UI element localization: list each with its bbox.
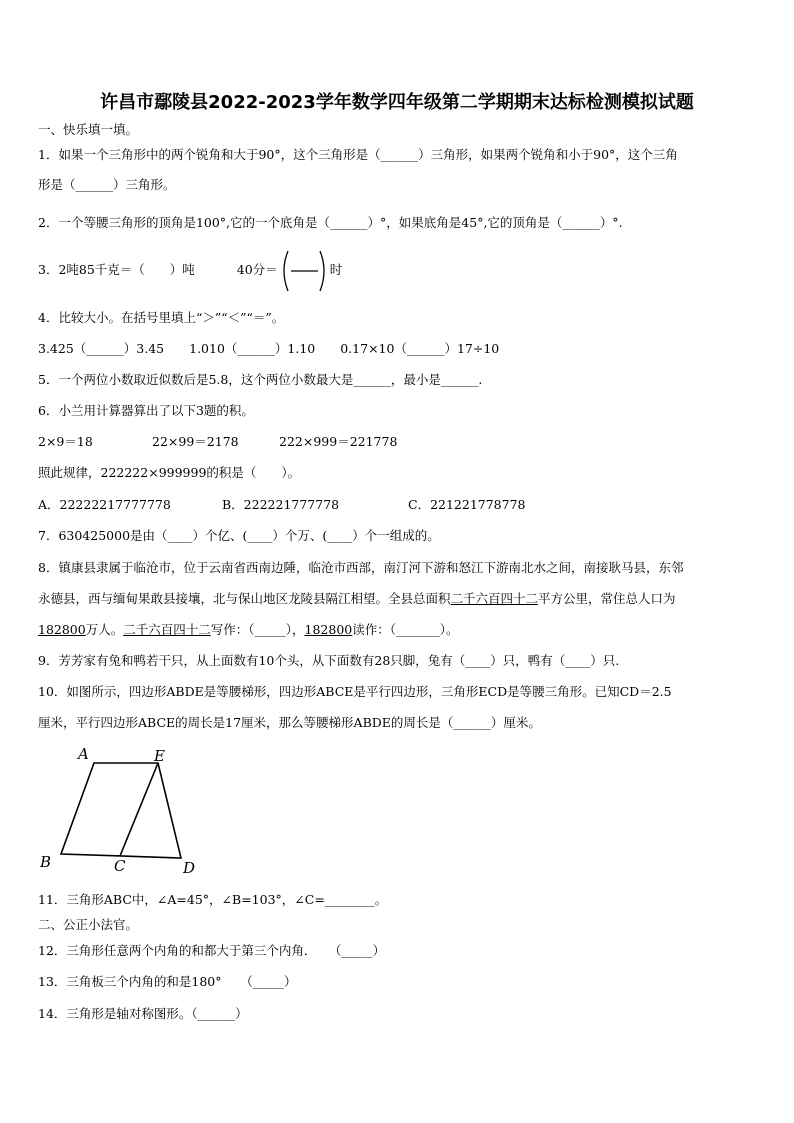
question-7: 7．630425000是由（____）个亿、(____）个万、(____）个一组成的。 xyxy=(38,528,440,543)
q8-underlined-population: 182800 xyxy=(38,622,86,637)
segment-ec xyxy=(120,763,158,856)
question-3-part-3: 时 xyxy=(329,262,343,277)
question-10-line-2: 厘米，平行四边形ABCE的周长是17厘米，那么等腰梯形ABDE的周长是（______）厘米。 xyxy=(38,715,541,730)
question-6-option-a: A．22222217777778 xyxy=(38,497,171,512)
label-b: B xyxy=(40,853,52,871)
q8-underlined-area: 二千六百四十二 xyxy=(450,591,539,606)
fraction-blank xyxy=(280,249,328,293)
q8-underlined-area: 二千六百四十二 xyxy=(123,622,211,637)
question-1-line-1: 1．如果一个三角形中的两个锐角和大于90°，这个三角形是（______）三角形，如果两个锐角和小于90°，这个三角 xyxy=(38,147,678,162)
question-6-option-c: C．221221778778 xyxy=(408,497,526,512)
label-d: D xyxy=(183,859,196,877)
q8-underlined-population: 182800 xyxy=(304,622,353,637)
question-12: 12．三角形任意两个内角的和都大于第三个内角． （_____） xyxy=(38,943,386,958)
q8-text: 永德县，西与缅甸果敢县接壤，北与保山地区龙陵县隔江相望。全县总面积 xyxy=(38,591,451,606)
question-3-part-1: 3．2吨85千克＝（ ）吨 xyxy=(38,262,195,277)
q8-text: 平方公里，常住总人口为 xyxy=(538,591,676,606)
question-9: 9．芳芳家有兔和鸭若干只，从上面数有10个头，从下面数有28只脚，兔有（____）只，鸭有（____）只. xyxy=(38,653,620,668)
question-1-line-2: 形是（______）三角形。 xyxy=(38,177,176,192)
question-8-line-2 xyxy=(38,591,676,607)
trapezoid-diagram xyxy=(36,742,206,877)
question-6: 6．小兰用计算器算出了以下3题的积。 xyxy=(38,403,254,418)
question-14: 14．三角形是轴对称图形。（______） xyxy=(38,1006,248,1021)
q8-text: 万人。 xyxy=(85,622,124,637)
question-6-rule: 照此规律，222222×999999的积是（ ）。 xyxy=(38,465,301,480)
question-8-line-3 xyxy=(38,622,459,638)
question-6-calc-2: 22×99＝2178 xyxy=(152,434,239,449)
question-13: 13．三角板三个内角的和是180° （_____） xyxy=(38,974,297,989)
question-6-calc-1: 2×9＝18 xyxy=(38,434,93,449)
label-e: E xyxy=(154,747,165,765)
section-heading-2: 二、公正小法官。 xyxy=(38,917,139,932)
question-4-items: 3.425（______）3.45 1.010（______）1.10 0.17×10（______）17÷10 xyxy=(38,341,500,356)
question-8-line-1: 8．镇康县隶属于临沧市，位于云南省西南边陲，临沧市西部，南汀河下游和怒江下游南北水之间，南接耿马县，东邻 xyxy=(38,560,684,575)
trapezoid-abde xyxy=(61,763,181,858)
question-10-line-1: 10．如图所示，四边形ABDE是等腰梯形，四边形ABCE是平行四边形，三角形ECD是等腰三角形。已知CD＝2.5 xyxy=(38,684,672,699)
question-4: 4．比较大小。在括号里填上“＞”“＜”“＝”。 xyxy=(38,310,285,325)
question-3-part-2: 40分＝ xyxy=(236,262,278,277)
question-3 xyxy=(38,248,342,293)
q8-text: 读作：（_______）。 xyxy=(352,622,459,637)
q8-text: 写作：（_____）， xyxy=(210,622,305,637)
label-a: A xyxy=(78,745,89,763)
label-c: C xyxy=(114,857,126,875)
question-5: 5．一个两位小数取近似数后是5.8，这个两位小数最大是______，最小是______. xyxy=(38,372,483,387)
question-11: 11．三角形ABC中，∠A=45°，∠B=103°，∠C=________。 xyxy=(38,892,388,907)
question-6-calc-3: 222×999＝221778 xyxy=(279,434,398,449)
page-title: 许昌市鄢陵县2022-2023学年数学四年级第二学期期末达标检测模拟试题 xyxy=(100,92,694,113)
question-6-option-b: B．222221777778 xyxy=(222,497,340,512)
question-2: 2．一个等腰三角形的顶角是100°,它的一个底角是（______）°，如果底角是45°,它的顶角是（______）°. xyxy=(38,215,623,230)
section-heading-1: 一、快乐填一填。 xyxy=(38,122,139,137)
